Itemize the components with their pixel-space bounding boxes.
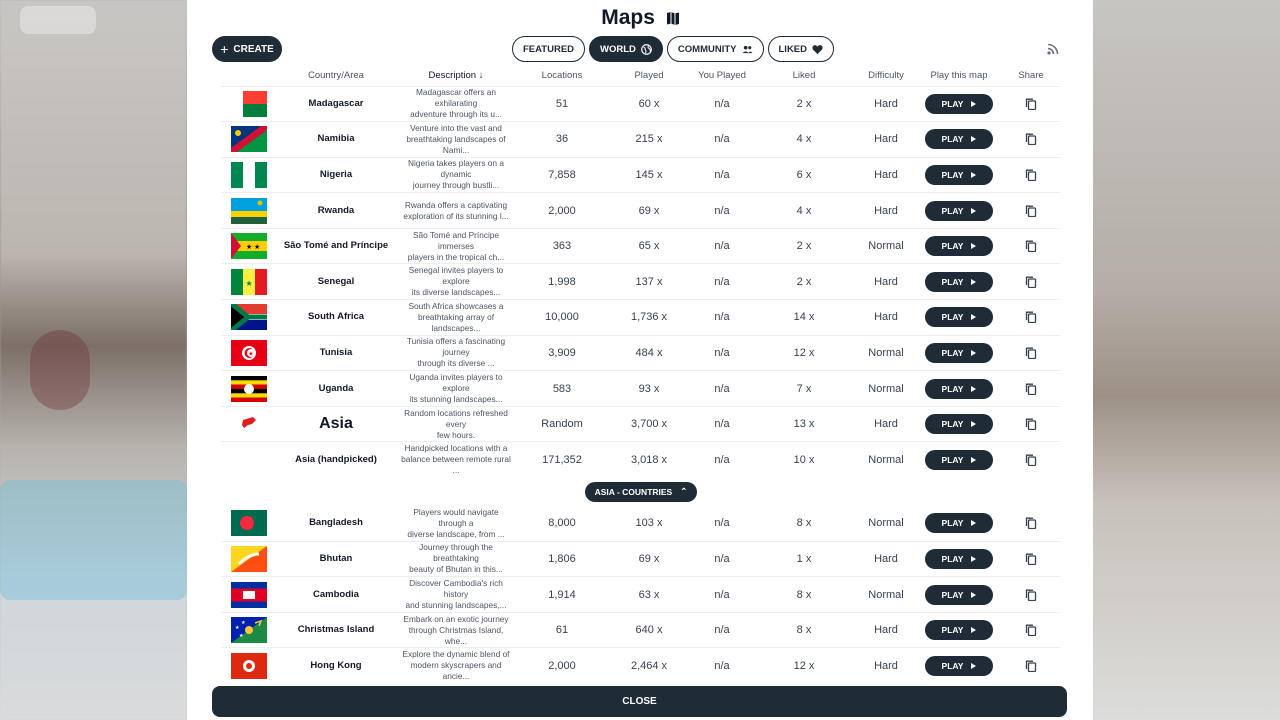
flag-icon-madagascar — [231, 91, 267, 117]
svg-text:★: ★ — [246, 244, 253, 252]
you-played-count: n/a — [691, 122, 753, 158]
flag-icon-hongkong — [231, 653, 267, 679]
country-name: Namibia — [277, 122, 395, 158]
difficulty-label: Normal — [855, 335, 917, 371]
country-name: Senegal — [277, 264, 395, 300]
country-name: Nigeria — [277, 157, 395, 193]
map-description: Journey through the breathtaking beauty of Bhutan in this... — [395, 541, 517, 577]
liked-count: 8 x — [753, 612, 855, 648]
map-description: Tunisia offers a fascinating journey through its diverse ... — [395, 335, 517, 371]
liked-count: 12 x — [753, 335, 855, 371]
column-header-liked[interactable]: Liked — [792, 70, 816, 82]
you-played-count: n/a — [691, 193, 753, 229]
play-icon — [971, 520, 976, 526]
column-header-play: Play this map — [930, 70, 988, 82]
flag-cell — [221, 406, 277, 442]
play-icon — [971, 101, 976, 107]
flag-cell — [221, 541, 277, 577]
column-header-description[interactable]: Description ↓ — [428, 70, 484, 82]
you-played-count: n/a — [691, 264, 753, 300]
map-description: Explore the dynamic blend of modern skyscrapers and ancie... — [395, 648, 517, 684]
liked-count: 13 x — [753, 406, 855, 442]
map-description: Madagascar offers an exhilarating adventure through its u... — [395, 86, 517, 122]
flag-icon-bangladesh — [231, 510, 267, 536]
locations-count: 363 — [517, 228, 607, 264]
locations-count: 36 — [517, 122, 607, 158]
locations-count: 171,352 — [517, 442, 607, 478]
liked-count: 6 x — [753, 157, 855, 193]
play-icon — [971, 172, 976, 178]
played-count: 65 x — [607, 228, 691, 264]
locations-count: 10,000 — [517, 300, 607, 336]
column-header-played[interactable]: Played — [634, 70, 664, 82]
play-icon — [971, 350, 976, 356]
section-row — [221, 478, 1061, 506]
flag-icon-southafrica — [231, 304, 267, 330]
svg-text:★: ★ — [241, 620, 246, 627]
heart-icon — [812, 44, 823, 55]
country-name: Christmas Island — [277, 612, 395, 648]
played-count: 2,464 x — [607, 648, 691, 684]
difficulty-label: Hard — [855, 612, 917, 648]
played-count: 69 x — [607, 541, 691, 577]
table-row — [221, 264, 1061, 300]
liked-count: 8 x — [753, 577, 855, 613]
flag-cell — [221, 371, 277, 407]
flag-icon-tunisia — [231, 340, 267, 366]
copy-link-icon[interactable] — [1025, 169, 1037, 181]
flag-cell — [221, 612, 277, 648]
played-count: 3,018 x — [607, 442, 691, 478]
difficulty-label: Hard — [855, 406, 917, 442]
play-button[interactable]: PLAY — [925, 343, 993, 363]
play-button[interactable]: PLAY — [925, 620, 993, 640]
flag-cell — [221, 264, 277, 300]
locations-count: 8,000 — [548, 517, 576, 530]
flag-cell — [221, 648, 277, 684]
copy-link-icon[interactable] — [1025, 517, 1037, 529]
flag-cell — [221, 442, 277, 478]
flag-icon-bhutan — [231, 546, 267, 572]
play-button[interactable]: PLAY — [925, 379, 993, 399]
play-button[interactable]: PLAY — [925, 585, 993, 605]
tab-featured[interactable]: FEATURED — [512, 36, 585, 62]
play-icon — [971, 421, 976, 427]
column-header-locations[interactable]: Locations — [541, 70, 583, 82]
copy-link-icon[interactable] — [1025, 660, 1037, 672]
country-name: Bhutan — [277, 541, 395, 577]
table-row — [221, 335, 1061, 371]
difficulty-label: Hard — [855, 264, 917, 300]
play-icon — [971, 627, 976, 633]
map-icon — [667, 12, 679, 25]
table-row — [221, 122, 1061, 158]
difficulty-label: Normal — [855, 442, 917, 478]
globe-icon — [641, 44, 652, 55]
play-button[interactable]: PLAY — [925, 450, 993, 470]
you-played-count: n/a — [691, 157, 753, 193]
svg-text:★: ★ — [245, 278, 253, 288]
map-description: Embark on an exotic journey through Christmas Island, whe... — [395, 612, 517, 648]
sort-arrow-down-icon: ↓ — [478, 70, 484, 82]
country-name: Rwanda — [277, 193, 395, 229]
play-button[interactable]: PLAY — [925, 165, 993, 185]
map-description: Uganda invites players to explore its stunning landscapes... — [395, 371, 517, 407]
flag-cell — [221, 86, 277, 122]
play-icon — [971, 208, 976, 214]
play-icon — [971, 457, 976, 463]
play-button[interactable]: PLAY — [925, 656, 993, 676]
liked-count: 8 x — [796, 517, 812, 530]
difficulty-label: Hard — [855, 541, 917, 577]
play-button[interactable]: PLAY — [925, 129, 993, 149]
flag-cell — [221, 506, 277, 542]
flag-icon-senegal — [231, 269, 267, 295]
country-name: Cambodia — [277, 577, 395, 613]
flag-cell — [221, 193, 277, 229]
flag-cell — [221, 300, 277, 336]
copy-link-icon[interactable] — [1025, 311, 1037, 323]
played-count: 63 x — [607, 577, 691, 613]
played-count: 137 x — [607, 264, 691, 300]
maps-table — [221, 66, 1061, 684]
played-count: 484 x — [607, 335, 691, 371]
table-row — [221, 86, 1061, 122]
liked-count: 4 x — [753, 193, 855, 229]
copy-link-icon[interactable] — [1025, 454, 1037, 466]
you-played-count: n/a — [691, 335, 753, 371]
play-icon — [971, 663, 976, 669]
column-header-share: Share — [1018, 70, 1044, 82]
liked-count: 1 x — [753, 541, 855, 577]
table-row — [221, 371, 1061, 407]
liked-count: 14 x — [753, 300, 855, 336]
difficulty-label: Hard — [855, 86, 917, 122]
table-row — [221, 442, 1061, 478]
play-icon — [971, 136, 976, 142]
flag-icon-namibia — [231, 126, 267, 152]
svg-text:★: ★ — [248, 351, 254, 358]
you-played-count: n/a — [691, 371, 753, 407]
flag-cell — [221, 228, 277, 264]
map-category-tabs — [512, 36, 834, 62]
locations-count: 1,998 — [517, 264, 607, 300]
you-played-count: n/a — [691, 648, 753, 684]
locations-count: 2,000 — [517, 193, 607, 229]
table-row — [221, 541, 1061, 577]
difficulty-label: Normal — [868, 517, 904, 530]
play-button[interactable]: PLAY — [925, 513, 993, 533]
tab-world[interactable]: WORLD — [589, 36, 663, 62]
you-played-count: n/a — [691, 406, 753, 442]
play-icon — [971, 556, 976, 562]
map-description: Rwanda offers a captivating exploration of its stunning l... — [395, 193, 517, 229]
country-name: Madagascar — [277, 86, 395, 122]
svg-text:★: ★ — [235, 625, 240, 632]
locations-count: 7,858 — [517, 157, 607, 193]
page-title: Maps — [187, 6, 1093, 30]
country-name: São Tomé and Príncipe — [277, 228, 395, 264]
table-row — [221, 648, 1061, 684]
play-button[interactable]: PLAY — [925, 414, 993, 434]
country-name: Hong Kong — [277, 648, 395, 684]
background-blur-water — [0, 480, 187, 600]
flag-icon-saotome — [231, 233, 267, 259]
column-header-you-played[interactable]: You Played — [698, 70, 746, 82]
you-played-count: n/a — [714, 517, 730, 530]
flag-cell — [221, 122, 277, 158]
flag-icon-christmas — [231, 617, 267, 643]
table-row — [221, 157, 1061, 193]
flag-icon-cambodia — [231, 582, 267, 608]
table-row — [221, 612, 1061, 648]
flag-cell — [221, 335, 277, 371]
map-description: Discover Cambodia's rich history and stunning landscapes,... — [395, 577, 517, 613]
map-description: São Tomé and Príncipe immerses players in the tropical ch... — [395, 228, 517, 264]
map-description: Nigeria takes players on a dynamic journey through bustli... — [395, 157, 517, 193]
background-blur-panel — [20, 6, 96, 34]
play-button[interactable]: PLAY — [925, 307, 993, 327]
you-played-count: n/a — [691, 577, 753, 613]
background-game-left — [0, 0, 187, 720]
played-count: 1,736 x — [607, 300, 691, 336]
flag-icon-uganda — [231, 376, 267, 402]
create-button[interactable]: + CREATE — [212, 36, 282, 62]
column-header-difficulty[interactable]: Difficulty — [868, 70, 904, 82]
table-row — [221, 228, 1061, 264]
flag-icon-asia-map — [231, 411, 267, 437]
svg-text:★: ★ — [239, 633, 244, 640]
difficulty-label: Hard — [855, 122, 917, 158]
map-description: Random locations refreshed every few hours. — [395, 406, 517, 442]
table-row — [221, 577, 1061, 613]
country-name: Uganda — [277, 371, 395, 407]
close-button[interactable]: CLOSE — [212, 686, 1067, 717]
map-description: Venture into the vast and breathtaking landscapes of Nami... — [395, 122, 517, 158]
map-description: Handpicked locations with a balance between remote rural ... — [395, 442, 517, 478]
play-button[interactable]: PLAY — [925, 549, 993, 569]
liked-count: 2 x — [753, 86, 855, 122]
country-name: Tunisia — [277, 335, 395, 371]
played-count: 60 x — [607, 86, 691, 122]
chevron-up-icon: ⌃ — [680, 486, 688, 497]
you-played-count: n/a — [691, 86, 753, 122]
locations-count: 1,806 — [517, 541, 607, 577]
svg-text:★: ★ — [254, 244, 261, 252]
country-name: Bangladesh — [309, 517, 363, 529]
you-played-count: n/a — [691, 612, 753, 648]
locations-count: 2,000 — [517, 648, 607, 684]
play-icon — [971, 386, 976, 392]
copy-link-icon[interactable] — [1025, 133, 1037, 145]
flag-icon-nigeria — [231, 162, 267, 188]
played-count: 103 x — [635, 517, 663, 530]
table-row — [221, 506, 1061, 542]
tab-community[interactable]: COMMUNITY — [667, 36, 764, 62]
flag-cell — [221, 577, 277, 613]
table-header — [221, 66, 1061, 86]
locations-count: 3,909 — [517, 335, 607, 371]
section-toggle-asia-countries[interactable]: ASIA - COUNTRIES ⌃ — [585, 482, 698, 502]
play-button[interactable]: PLAY — [925, 272, 993, 292]
you-played-count: n/a — [691, 300, 753, 336]
play-icon — [971, 592, 976, 598]
you-played-count: n/a — [691, 442, 753, 478]
table-row — [221, 193, 1061, 229]
play-icon — [971, 279, 976, 285]
locations-count: 583 — [517, 371, 607, 407]
rss-feed-icon[interactable] — [1047, 43, 1059, 55]
maps-modal — [187, 0, 1093, 720]
you-played-count: n/a — [691, 228, 753, 264]
played-count: 3,700 x — [607, 406, 691, 442]
difficulty-label: Hard — [855, 157, 917, 193]
played-count: 145 x — [607, 157, 691, 193]
difficulty-label: Normal — [855, 371, 917, 407]
liked-count: 4 x — [753, 122, 855, 158]
played-count: 93 x — [607, 371, 691, 407]
copy-link-icon[interactable] — [1025, 240, 1037, 252]
play-button[interactable]: PLAY — [925, 201, 993, 221]
play-button[interactable]: PLAY — [925, 94, 993, 114]
background-blur-object — [30, 330, 90, 410]
map-description: Senegal invites players to explore its diverse landscapes... — [395, 264, 517, 300]
table-row — [221, 300, 1061, 336]
locations-count: 51 — [517, 86, 607, 122]
liked-count: 10 x — [753, 442, 855, 478]
liked-count: 12 x — [753, 648, 855, 684]
difficulty-label: Normal — [855, 228, 917, 264]
copy-link-icon[interactable] — [1025, 624, 1037, 636]
country-name: Asia — [277, 406, 395, 442]
copy-link-icon[interactable] — [1025, 347, 1037, 359]
table-row — [221, 406, 1061, 442]
locations-count: 1,914 — [517, 577, 607, 613]
liked-count: 2 x — [753, 264, 855, 300]
locations-count: Random — [517, 406, 607, 442]
copy-link-icon[interactable] — [1025, 589, 1037, 601]
played-count: 215 x — [607, 122, 691, 158]
played-count: 69 x — [607, 193, 691, 229]
tab-liked[interactable]: LIKED — [768, 36, 835, 62]
played-count: 640 x — [607, 612, 691, 648]
background-game-right — [1093, 0, 1280, 720]
copy-link-icon[interactable] — [1025, 205, 1037, 217]
map-description: South Africa showcases a breathtaking array of landscapes... — [395, 300, 517, 336]
liked-count: 2 x — [753, 228, 855, 264]
map-description: Players would navigate through a diverse landscape, from ... — [407, 506, 505, 539]
you-played-count: n/a — [691, 541, 753, 577]
country-name: South Africa — [277, 300, 395, 336]
copy-link-icon[interactable] — [1025, 98, 1037, 110]
column-header-country[interactable]: Country/Area — [308, 70, 364, 82]
liked-count: 7 x — [753, 371, 855, 407]
plus-icon: + — [220, 41, 229, 57]
people-icon — [742, 44, 753, 55]
copy-link-icon[interactable] — [1025, 383, 1037, 395]
difficulty-label: Hard — [855, 300, 917, 336]
copy-link-icon[interactable] — [1025, 418, 1037, 430]
play-icon — [971, 243, 976, 249]
difficulty-label: Normal — [855, 577, 917, 613]
flag-icon-rwanda — [231, 198, 267, 224]
play-icon — [971, 314, 976, 320]
copy-link-icon[interactable] — [1025, 553, 1037, 565]
flag-cell — [221, 157, 277, 193]
difficulty-label: Hard — [855, 193, 917, 229]
play-button[interactable]: PLAY — [925, 236, 993, 256]
difficulty-label: Hard — [855, 648, 917, 684]
country-name: Asia (handpicked) — [277, 442, 395, 478]
copy-link-icon[interactable] — [1025, 276, 1037, 288]
locations-count: 61 — [517, 612, 607, 648]
